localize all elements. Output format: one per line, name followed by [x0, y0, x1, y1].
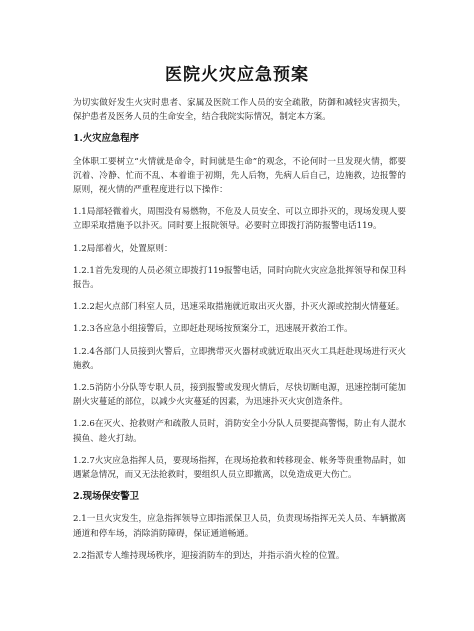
paragraph: 1.2.2起火点部门科室人员，迅速采取措施就近取出灭火器，扑灭火源或控制火情蔓延。 [73, 302, 405, 313]
paragraph: 全体职工要树立“火情就是命令，时间就是生命”的观念，不论何时一旦发现火情，都要沉着、冷静、忙而不乱、本着谁于初期，先人后物，先病人后自己，边施救，边报警的原则，视火情的严重程度进行以下操作： [73, 156, 406, 196]
paragraph: 1.2.7火灾应急指挥人员，要现场指挥，在现场抢救和转移现金、帐务等贵重物品时，如遇紧急情况，而又无法抢救时，要组织人员立即撤离，以免造成更大伤亡。 [73, 455, 406, 481]
paragraph: 为切实做好发生火灾时患者、家属及医院工作人员的安全疏散，防御和减轻灾害损失，保护患者及医务人员的生命安全，结合我院实际情况，制定本方案。 [73, 98, 406, 123]
paragraph: 1.2.5消防小分队等专职人员，接到报警或发现火情后，尽快切断电源，迅速控制可能加剧火灾蔓延的部位，以减少火灾蔓延的因素，为迅速扑灭火灾创造条件。 [73, 383, 406, 408]
document-body [73, 96, 406, 571]
section-heading: 1.火灾应急程序 [73, 133, 140, 145]
paragraph: 2.1一旦火灾发生，应急指挥领导立即指派保卫人员，负责现场指挥无关人员、车辆撤离通道和停车场，消除消防障碍，保证通道畅通。 [73, 514, 406, 539]
paragraph: 1.1局部轻微着火，周围没有易燃物，不危及人员安全、可以立即扑灭的，现场发现人要立即采取措施予以扑灭。同时要上报院领导。必要时立即拨打消防报警电话119。 [73, 207, 406, 232]
paragraph: 1.2.1首先发现的人员必须立即拨打119报警电话，同时向院火灾应急批挥领导和保卫科报告。 [73, 265, 406, 291]
paragraph: 2.2指派专人维持现场秩序，迎接消防车的到达，并指示消火栓的位置。 [73, 550, 345, 561]
paragraph: 1.2.3各应急小组接警后，立即赶赴现场按预案分工，迅速展开救治工作。 [73, 324, 353, 335]
paragraph: 1.2.4各部门人员接到火警后，立即携带灭火器材或就近取出灭火工具赶赴现场进行灭火施救。 [73, 346, 406, 371]
paragraph: 1.2局部着火，处置原则： [73, 243, 173, 254]
paragraph: 1.2.6在灭火、抢救财产和疏散人员时，消防安全小分队人员要提高警惕，防止有人混水摸鱼、趁火打劫。 [73, 419, 406, 444]
section-heading: 2.现场保安警卫 [73, 491, 140, 503]
document-title: 医院火灾应急预案 [165, 65, 309, 85]
